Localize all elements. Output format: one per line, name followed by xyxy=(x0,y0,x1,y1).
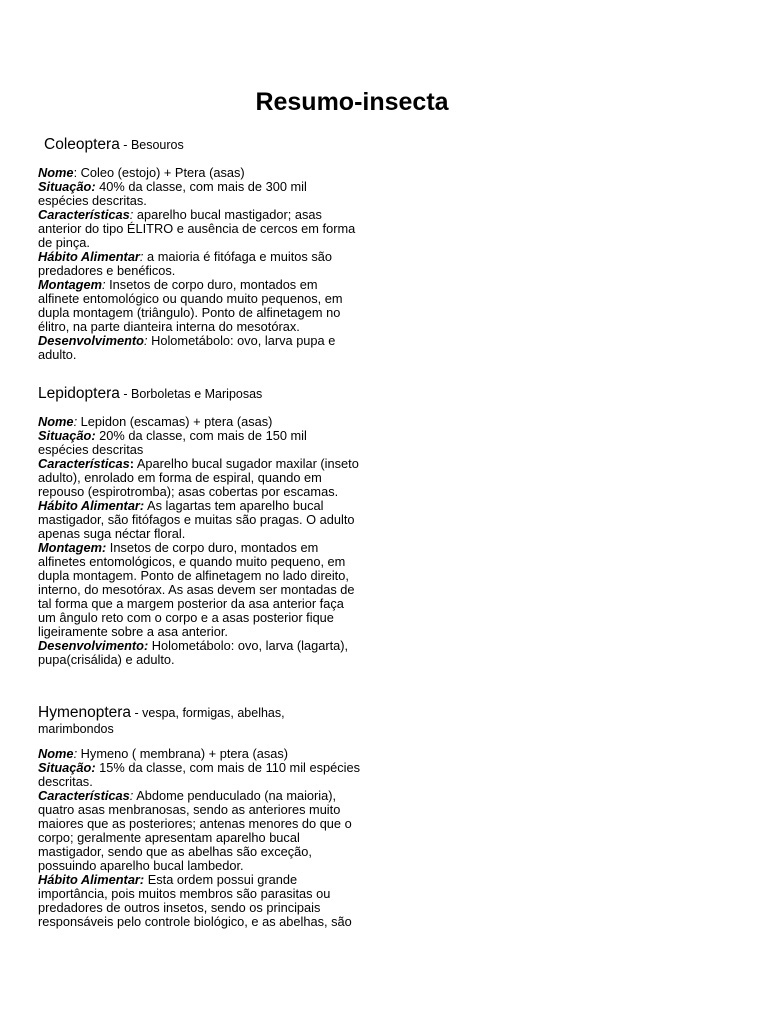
entry-habito-alimentar xyxy=(38,250,360,278)
entry-text: Hymeno ( membrana) + ptera (asas) xyxy=(77,746,288,761)
entry-colon: : xyxy=(129,788,134,803)
entry-nome xyxy=(38,747,360,761)
heading-separator: - xyxy=(119,387,131,401)
entry-label: Características xyxy=(38,456,130,471)
entry-habito-alimentar xyxy=(38,499,360,541)
section-heading xyxy=(38,705,360,737)
entry-text: Holometábolo: ovo, larva (lagarta), pupa(crisálida) e adulto. xyxy=(38,638,349,667)
order-common-names: Borboletas e Mariposas xyxy=(130,387,263,401)
entry-text: Insetos de corpo duro, montados em alfinete entomológico ou quando muito pequenos, em dupla montagem (triângulo). Ponto de alfinetagem no élitro, na parte dianteira interna do mesotórax. xyxy=(38,277,343,334)
entry-label: Montagem: xyxy=(38,540,107,555)
order-name: Lepidoptera xyxy=(38,385,120,402)
order-common-names: Besouros xyxy=(130,138,184,152)
entry-label: Características xyxy=(38,788,130,803)
entry-colon: : xyxy=(73,414,78,429)
entry-montagem xyxy=(38,278,360,334)
order-name: Coleoptera xyxy=(44,136,120,153)
entry-label: Nome xyxy=(38,746,74,761)
entry-text: Abdome penduculado (na maioria), quatro asas menbranosas, sendo as anteriores muito maiores que as posteriores; antenas menores do que o corpo; geralmente apresentam aparelho bucal mastigador, sendo que as abelhas são exceção, possuindo aparelho bucal lambedor. xyxy=(38,788,352,873)
heading-separator: - xyxy=(131,706,143,720)
entry-habito-alimentar xyxy=(38,873,360,929)
entry-situacao xyxy=(38,761,360,789)
entry-colon: : xyxy=(129,456,135,471)
entry-caracteristicas xyxy=(38,457,360,499)
section-hymenoptera xyxy=(38,705,360,929)
entry-caracteristicas xyxy=(38,208,360,250)
heading-separator: - xyxy=(119,138,131,152)
entry-label: Situação: xyxy=(38,428,96,443)
entry-label: Hábito Alimentar xyxy=(38,249,140,264)
entry-colon: : xyxy=(129,207,134,222)
entry-caracteristicas xyxy=(38,789,360,873)
page-title: Resumo-insecta xyxy=(255,88,449,116)
entry-text: 20% da classe, com mais de 150 mil espécies descritas xyxy=(38,428,307,457)
entry-text: a maioria é fitófaga e muitos são predadores e benéficos. xyxy=(38,249,332,278)
entry-situacao xyxy=(38,429,360,457)
section-lepidoptera xyxy=(38,386,360,667)
entry-colon: : xyxy=(143,333,148,348)
entry-label: Desenvolvimento xyxy=(38,333,144,348)
entry-colon: : xyxy=(73,746,78,761)
entry-label: Situação: xyxy=(38,179,96,194)
entry-desenvolvimento xyxy=(38,639,360,667)
order-common-names: vespa, formigas, abelhas, marimbondos xyxy=(38,706,285,736)
entry-colon: : xyxy=(102,277,106,292)
order-name: Hymenoptera xyxy=(38,704,132,721)
section-heading xyxy=(38,386,360,402)
entry-nome xyxy=(38,415,360,429)
entry-nome xyxy=(38,166,360,180)
entry-label: Nome xyxy=(38,414,74,429)
section-coleoptera xyxy=(38,137,360,362)
entry-label: Características xyxy=(38,207,130,222)
entry-text: As lagartas tem aparelho bucal mastigador, são fitófagos e muitas são pragas. O adulto apenas suga néctar floral. xyxy=(38,498,355,541)
entry-colon: : xyxy=(139,249,144,264)
entry-label: Nome xyxy=(38,165,74,180)
entry-label: Montagem xyxy=(38,277,102,292)
entry-desenvolvimento xyxy=(38,334,360,362)
entry-text: Esta ordem possui grande importância, pois muitos membros são parasitas ou predadores de outros insetos, sendo os principais responsáveis pelo controle biológico, e as abelhas, são xyxy=(38,872,352,929)
entry-text: Holometábolo: ovo, larva pupa e adulto. xyxy=(38,333,336,362)
entry-text: Coleo (estojo) + Ptera (asas) xyxy=(77,165,245,180)
entry-text: Insetos de corpo duro, montados em alfinetes entomológicos, e quando muito pequeno, em dupla montagem. Ponto de alfinetagem no lado direito, interno, do mesotórax. As asas devem ser montadas de tal forma que a margem posterior da asa anterior faça um ângulo reto com o corpo e a asas posterior fique ligeiramente sobre a asa anterior. xyxy=(38,540,355,639)
section-heading xyxy=(38,137,360,153)
entry-text: 15% da classe, com mais de 110 mil espécies descritas. xyxy=(38,760,360,789)
entry-situacao xyxy=(38,180,360,208)
entry-label: Hábito Alimentar: xyxy=(38,872,145,887)
entry-label: Hábito Alimentar: xyxy=(38,498,145,513)
entry-text: Aparelho bucal sugador maxilar (inseto adulto), enrolado em forma de espiral, quando em repouso (espirotromba); asas cobertas por escamas. xyxy=(38,456,359,499)
entry-text: Lepidon (escamas) + ptera (asas) xyxy=(77,414,273,429)
entry-label: Desenvolvimento: xyxy=(38,638,149,653)
entry-montagem xyxy=(38,541,360,639)
entry-text: 40% da classe, com mais de 300 mil espécies descritas. xyxy=(38,179,307,208)
entry-colon: : xyxy=(73,165,78,180)
entry-text: aparelho bucal mastigador; asas anterior do tipo ÉLITRO e ausência de cercos em forma de pinça. xyxy=(38,207,356,250)
entry-label: Situação: xyxy=(38,760,96,775)
